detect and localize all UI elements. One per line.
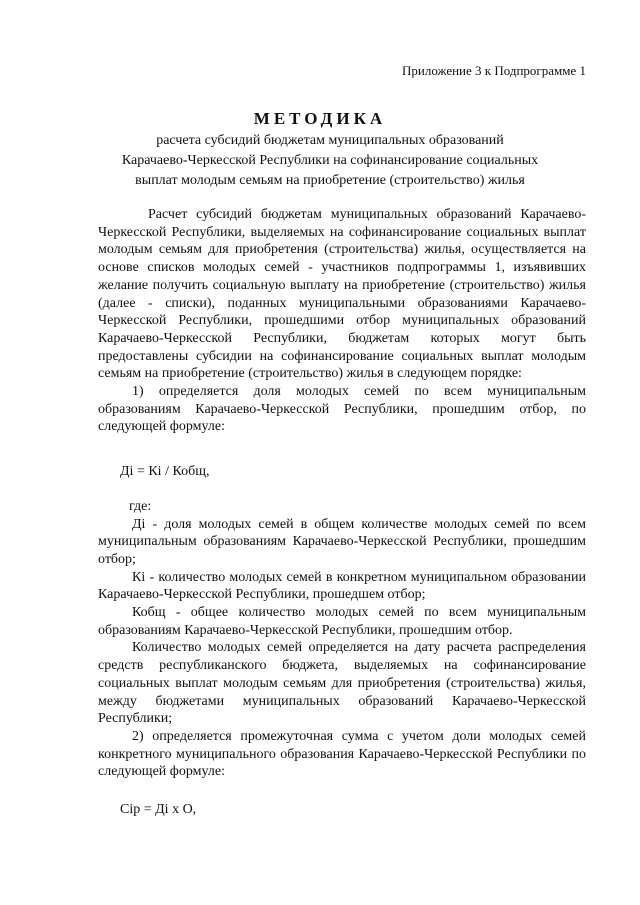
- subtitle-line-3: выплат молодым семьям на приобретение (строительство) жилья: [135, 173, 525, 188]
- appendix-note: Приложение 3 к Подпрограмме 1: [402, 63, 586, 78]
- definition-kobsch: Кобщ - общее количество молодых семей по всем муниципальным образованиям Карачаево-Черкесской Республики, прошедшим отбор.: [98, 605, 586, 638]
- document-title: МЕТОДИКА: [253, 109, 387, 128]
- subtitle-line-1: расчета субсидий бюджетам муниципальных образований: [156, 133, 504, 148]
- formula-share: Дi = Кi / Кобщ,: [120, 464, 210, 480]
- paragraph-step-2: 2) определяется промежуточная сумма с учетом доли молодых семей конкретного муниципального образования Карачаево-Черкесской Республики по следующей формуле:: [98, 728, 586, 780]
- definition-di: Дi - доля молодых семей в общем количестве молодых семей по всем муниципальным образованиям Карачаево-Черкесской Республики, прошедшим отбор;: [98, 516, 586, 567]
- subtitle-line-2: Карачаево-Черкесской Республики на софинансирование социальных: [121, 153, 539, 168]
- paragraph-count-date: Количество молодых семей определяется на дату расчета распределения средств республиканского бюджета, выделяемых на софинансирование социальных выплат молодым семьям для приобретения (строительства) жилья, между бюджетами муниципальных образований Карачаево-Черкесской Республики;: [98, 640, 586, 727]
- document-subtitle: [70, 131, 590, 191]
- document-body: [98, 206, 586, 819]
- paragraph-intro: Расчет субсидий бюджетам муниципальных образований Карачаево-Черкесской Республики, выделяемых на софинансирование социальных выплат молодым семьям для приобретения (строительства) жилья, осуществляется на основе списков молодых семей - участников подпрограммы 1, изъявивших желание получить социальную выплату на приобретение (строительство) жилья (далее - списки), поданных муниципальными образованиями Карачаево-Черкесской Республики, прошедшими отбор муниципальных образований Карачаево-Черкесской Республики, бюджетам которых могут быть предоставлены субсидии на софинансирование социальных выплат молодым семьям на приобретение (строительство) жилья в следующем порядке:: [98, 207, 586, 382]
- formula-intermediate-sum: Сiр = Дi х О,: [120, 802, 197, 818]
- definition-ki: Кi - количество молодых семей в конкретном муниципальном образовании Карачаево-Черкесской Республики, прошедшем отбор;: [98, 569, 586, 603]
- paragraph-step-1: 1) определяется доля молодых семей по всем муниципальным образованиям Карачаево-Черкесской Республики, прошедшим отбор, по следующей формуле:: [98, 384, 586, 435]
- where-label: где:: [129, 498, 152, 514]
